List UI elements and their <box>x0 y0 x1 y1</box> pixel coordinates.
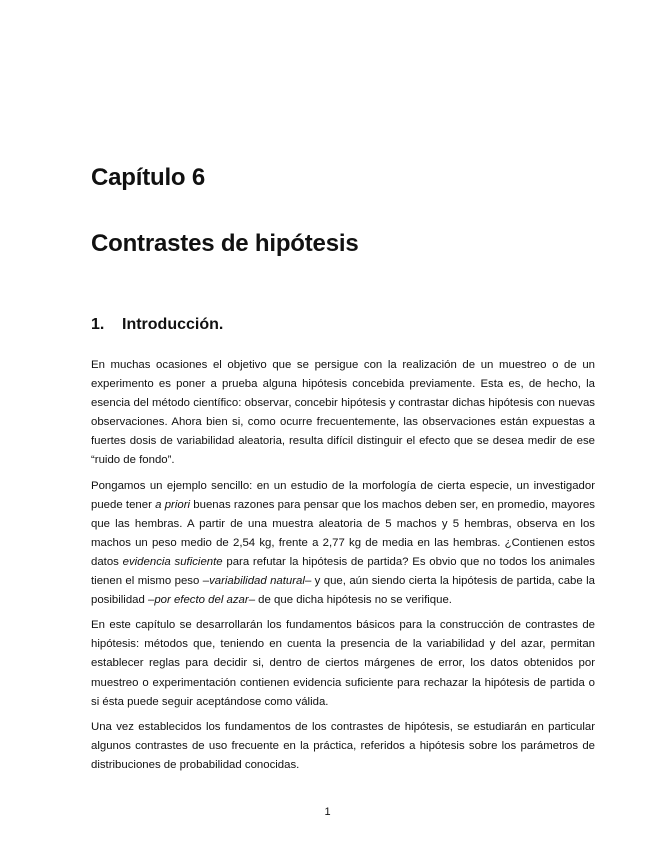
section-title: Introducción. <box>122 316 224 333</box>
paragraph <box>91 477 595 611</box>
section-number: 1. <box>91 316 105 333</box>
text-run: Una vez establecidos los fundamentos de los contrastes de hipótesis, se estudiarán en particular algunos contrastes de uso frecuente en la práctica, referidos a hipótesis sobre los parámetros de distribuciones de probabilidad conocidas. <box>91 720 595 771</box>
text-run: buenas razones para pensar que los machos deben ser, en promedio, mayores que las hembras. A partir de una muestra aleatoria de 5 machos y 5 hembras, observa en los machos un peso medio de 2,54 kg, frente a 2,77 kg de media en las hembras. ¿Contienen estos datos <box>91 498 595 568</box>
chapter-label: Capítulo 6 <box>91 164 206 191</box>
text-run: Pongamos un ejemplo sencillo: en un estudio de la morfología de cierta especie, un investigador puede tener <box>91 479 595 511</box>
paragraph <box>91 616 595 711</box>
body-text <box>91 356 595 781</box>
text-run: En muchas ocasiones el objetivo que se persigue con la realización de un muestreo o de un experimento es poner a prueba alguna hipótesis concebida previamente. Esta es, de hecho, la esencia del método científico: observar, concebir hipótesis y contrastar dichas hipótesis con nuevas observaciones. Ahora bien si, como ocurre frecuentemente, las observaciones están expuestas a fuertes dosis de variabilidad aleatoria, resulta difícil distinguir el efecto que se desea medir de ese “ruido de fondo”. <box>91 359 595 467</box>
text-run: – y que, aún siendo cierta la hipótesis de partida, cabe la posibilidad – <box>91 575 595 607</box>
section-heading <box>91 316 223 334</box>
emphasized-text: evidencia suficiente <box>122 555 223 568</box>
emphasized-text: por efecto del azar <box>154 594 249 607</box>
paragraph <box>91 356 595 471</box>
text-run: para refutar la hipótesis de partida? Es obvio que no todos los animales tienen el mismo peso – <box>91 555 595 588</box>
paragraph <box>91 718 595 775</box>
text-run: En este capítulo se desarrollarán los fundamentos básicos para la construcción de contrastes de hipótesis: métodos que, teniendo en cuenta la presencia de la variabilidad y del azar, permitan establecer reglas para decidir si, dentro de ciertos márgenes de error, los datos obtenidos por muestreo o experimentación contienen evidencia suficiente para rechazar la hipótesis de partida o si ésta puede seguir aceptándose como válida. <box>91 619 595 708</box>
page-number: 1 <box>324 806 331 818</box>
chapter-title: Contrastes de hipótesis <box>91 230 359 257</box>
text-run: – de que dicha hipótesis no se verifique. <box>248 594 452 607</box>
emphasized-text: variabilidad natural <box>209 575 305 588</box>
emphasized-text: a priori <box>155 498 191 511</box>
